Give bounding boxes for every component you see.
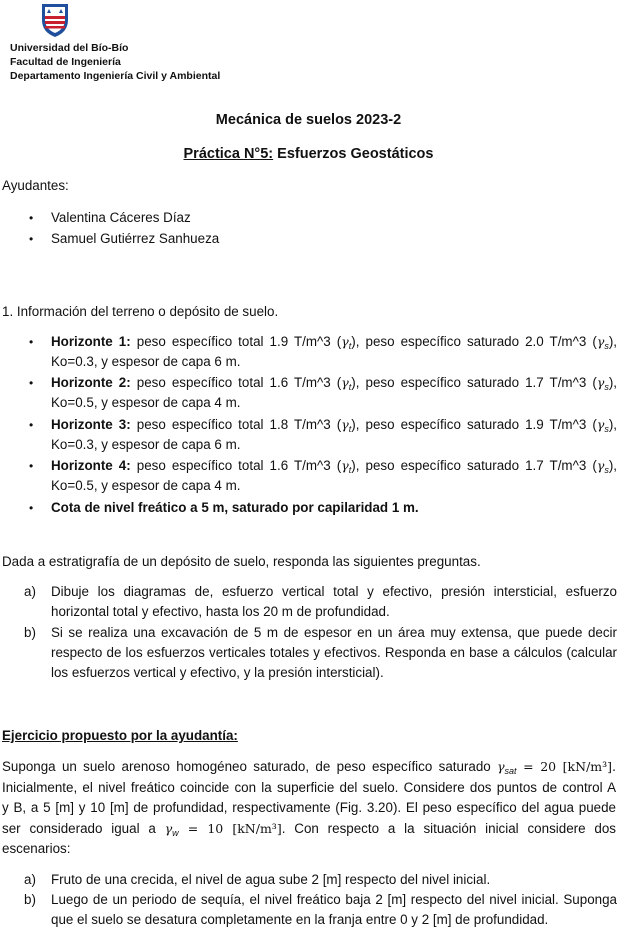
water-table-note: Cota de nivel freático a 5 m, saturado por capilaridad 1 m. (51, 500, 419, 515)
question-a-marker: a) (24, 584, 36, 599)
bullet-marker: • (29, 335, 34, 349)
question-b-line3: los esfuerzos vertical y efectivo, y la presión intersticial). (51, 665, 384, 680)
practica-subject: Esfuerzos Geostáticos (273, 146, 434, 162)
horizon-label: Horizonte 3: (51, 417, 131, 432)
ayudante-name-1: Valentina Cáceres Díaz (51, 210, 191, 225)
questions-intro: Dada a estratigrafía de un depósito de suelo, responda las siguientes preguntas. (2, 554, 481, 569)
university-name: Universidad del Bío-Bío (10, 42, 129, 54)
scenario-b-marker: b) (24, 892, 36, 907)
scenario-a-text: Fruto de una crecida, el nivel de agua sube 2 [m] respecto del nivel inicial. (51, 872, 491, 887)
exercise-paragraph-line4: ser considerado igual a $\gamma_w = 10$ [kN/m³]. Con respecto a la situación inicial considere dos (2, 821, 616, 838)
exercise-heading: Ejercicio propuesto por la ayudantía: (2, 728, 238, 743)
section1-heading: 1. Información del terreno o depósito de suelo. (2, 304, 279, 319)
horizon-3-line1: Horizonte 3: peso específico total 1.8 T/m^3 $(\gamma_t)$, peso específico saturado 1.9 T/m^3 $(\gamma_s)$, (51, 417, 617, 434)
ayudante-name-2: Samuel Gutiérrez Sanhueza (51, 231, 220, 246)
bullet-marker: • (29, 376, 34, 390)
scenario-b-line1: Luego de un periodo de sequía, el nivel freático baja 2 [m] respecto del nivel inicial. Suponga (51, 892, 617, 907)
practica-label: Práctica N°5: (183, 146, 274, 162)
exercise-paragraph-line3: y B, a 5 [m] y 10 [m] de profundidad, respectivamente (Fig. 3.20). El peso específico del agua puede (2, 800, 616, 815)
horizon-label: Horizonte 2: (51, 375, 131, 390)
bullet-marker: • (29, 211, 34, 225)
question-a-line2: horizontal total y efectivo, hasta los 20 m de profundidad. (51, 604, 390, 619)
question-b-marker: b) (24, 625, 36, 640)
scenario-b-line2: que el suelo se desatura completamente en la franja entre 0 y 2 [m] de profundidad. (51, 912, 549, 927)
practica-title (0, 146, 617, 162)
horizon-1-line1: Horizonte 1: peso específico total 1.9 T/m^3 $(\gamma_t)$, peso específico saturado 2.0 T/m^3 $(\gamma_s)$, (51, 334, 617, 351)
exercise-paragraph-line1: Suponga un suelo arenoso homogéneo saturado, de peso específico saturado $\gamma_{sat} = 20$ [kN/m³]. (2, 759, 616, 776)
horizon-2-line1: Horizonte 2: peso específico total 1.6 T/m^3 $(\gamma_t)$, peso específico saturado 1.7 T/m^3 $(\gamma_s)$, (51, 375, 617, 392)
horizon-label: Horizonte 1: (51, 334, 131, 349)
question-b-line1: Si se realiza una excavación de 5 m de espesor en un área muy extensa, que puede decir (51, 625, 617, 640)
bullet-marker: • (29, 232, 34, 246)
horizon-4-line2: Ko=0.5, y espesor de capa 4 m. (51, 478, 241, 493)
horizon-4-line1: Horizonte 4: peso específico total 1.6 T/m^3 $(\gamma_t)$, peso específico saturado 1.7 T/m^3 $(\gamma_s)$, (51, 458, 617, 475)
question-a-line1: Dibuje los diagramas de, esfuerzo vertical total y efectivo, presión intersticial, esfuerzo (51, 584, 617, 599)
university-seal-logo (40, 2, 70, 38)
faculty-name: Facultad de Ingeniería (10, 56, 121, 68)
horizon-1-line2: Ko=0.3, y espesor de capa 6 m. (51, 354, 241, 369)
department-name: Departamento Ingeniería Civil y Ambiental (10, 70, 221, 82)
horizon-3-line2: Ko=0.3, y espesor de capa 6 m. (51, 437, 241, 452)
exercise-paragraph-line2: Inicialmente, el nivel freático coincide con la superficie del suelo. Considere dos puntos de control A (2, 780, 616, 795)
bullet-marker: • (29, 418, 34, 432)
exercise-paragraph-line5: escenarios: (2, 841, 71, 856)
document-title: Mecánica de suelos 2023-2 (215, 112, 402, 128)
bullet-marker: • (29, 501, 34, 515)
question-b-line2: respecto de los esfuerzos verticales totales y efectivos. Responda en base a cálculos (calcular (51, 645, 617, 660)
bullet-marker: • (29, 459, 34, 473)
horizon-2-line2: Ko=0.5, y espesor de capa 4 m. (51, 395, 241, 410)
ayudantes-label: Ayudantes: (2, 178, 69, 193)
scenario-a-marker: a) (24, 872, 36, 887)
horizon-label: Horizonte 4: (51, 458, 131, 473)
